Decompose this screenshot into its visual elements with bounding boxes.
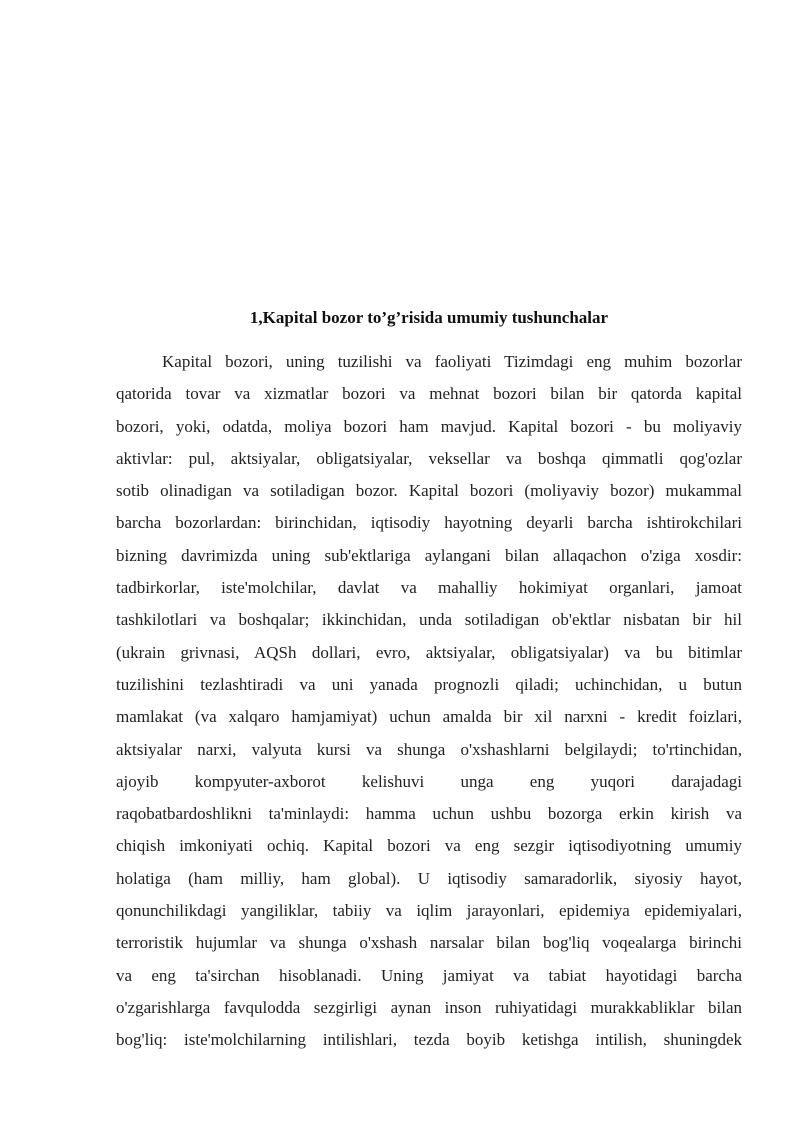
paragraph-line: o'zgarishlarga favqulodda sezgirligi aynan inson ruhiyatidagi murakkabliklar bilan bbox=[116, 997, 742, 1017]
paragraph-line: tashkilotlari va boshqalar; ikkinchidan, unda sotiladigan ob'ektlar nisbatan bir hil bbox=[116, 610, 742, 630]
paragraph-line: mamlakat (va xalqaro hamjamiyat) uchun amalda bir xil narxni - kredit foizlari, bbox=[116, 707, 742, 727]
paragraph-line: aktsiyalar narxi, valyuta kursi va shunga o'xshashlarni belgilaydi; to'rtinchidan, bbox=[116, 739, 742, 759]
paragraph-line: chiqish imkoniyati ochiq. Kapital bozori va eng sezgir iqtisodiyotning umumiy bbox=[116, 836, 742, 856]
paragraph-line: Kapital bozori, uning tuzilishi va faoliyati Tizimdagi eng muhim bozorlar bbox=[162, 352, 742, 371]
paragraph-line: bozori, yoki, odatda, moliya bozori ham mavjud. Kapital bozori - bu moliyaviy bbox=[116, 416, 742, 436]
paragraph-line: ajoyib kompyuter-axborot kelishuvi unga eng yuqori darajadagi bbox=[116, 771, 742, 791]
body-paragraph bbox=[116, 346, 742, 1057]
paragraph-line: holatiga (ham milliy, ham global). U iqtisodiy samaradorlik, siyosiy hayot, bbox=[116, 868, 742, 888]
paragraph-line: aktivlar: pul, aktsiyalar, obligatsiyalar, veksellar va boshqa qimmatli qog'ozlar bbox=[116, 448, 742, 468]
paragraph-line: sotib olinadigan va sotiladigan bozor. Kapital bozori (moliyaviy bozor) mukammal bbox=[116, 481, 742, 501]
paragraph-line: raqobatbardoshlikni ta'minlaydi: hamma uchun ushbu bozorga erkin kirish va bbox=[116, 804, 742, 824]
paragraph-line: terroristik hujumlar va shunga o'xshash narsalar bilan bog'liq voqealarga birinchi bbox=[116, 933, 742, 953]
paragraph-line: (ukrain grivnasi, AQSh dollari, evro, aktsiyalar, obligatsiyalar) va bu bitimlar bbox=[116, 642, 742, 662]
paragraph-line: qonunchilikdagi yangiliklar, tabiiy va iqlim jarayonlari, epidemiya epidemiyalari, bbox=[116, 901, 742, 921]
paragraph-line: bog'liq: iste'molchilarning intilishlari, tezda boyib ketishga intilish, shuningdek bbox=[116, 1030, 742, 1050]
paragraph-line: barcha bozorlardan: birinchidan, iqtisodiy hayotning deyarli barcha ishtirokchilari bbox=[116, 513, 742, 533]
paragraph-line: bizning davrimizda uning sub'ektlariga aylangani bilan allaqachon o'ziga xosdir: bbox=[116, 545, 742, 565]
section-heading: 1,Kapital bozor to’g’risida umumiy tushunchalar bbox=[249, 308, 609, 327]
paragraph-line: tadbirkorlar, iste'molchilar, davlat va mahalliy hokimiyat organlari, jamoat bbox=[116, 578, 742, 598]
paragraph-line: va eng ta'sirchan hisoblanadi. Uning jamiyat va tabiat hayotidagi barcha bbox=[116, 965, 742, 985]
paragraph-line: tuzilishini tezlashtiradi va uni yanada prognozli qiladi; uchinchidan, u butun bbox=[116, 674, 742, 694]
paragraph-line: qatorida tovar va xizmatlar bozori va mehnat bozori bilan bir qatorda kapital bbox=[116, 384, 742, 404]
